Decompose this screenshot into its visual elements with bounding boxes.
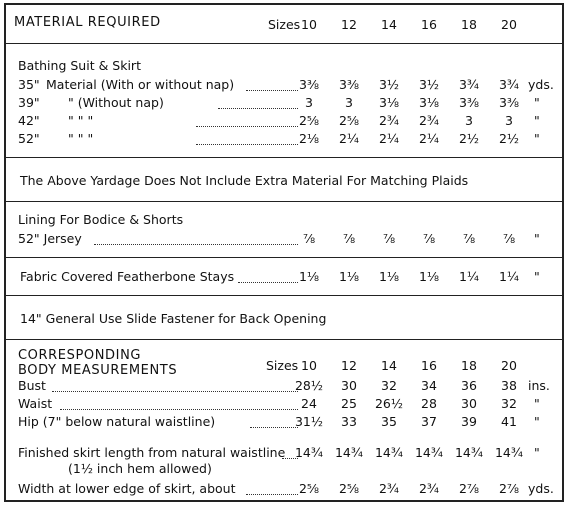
table-cell: 3⅜ [338, 77, 360, 92]
row-label: Fabric Covered Featherbone Stays [20, 269, 235, 284]
divider [6, 257, 562, 258]
table-cell: 2¾ [378, 481, 400, 496]
table-cell: 1⅛ [378, 269, 400, 284]
table-cell: 25 [341, 396, 357, 411]
table-cell: 30 [461, 396, 477, 411]
divider [6, 339, 562, 340]
table-cell: 3 [345, 95, 353, 110]
size-heading: 18 [461, 17, 477, 32]
table-cell: 3 [505, 113, 513, 128]
table-cell: 3½ [378, 77, 400, 92]
table-cell: 14¾ [454, 445, 484, 460]
unit-label: " [534, 445, 540, 460]
section-title-lining: Lining For Bodice & Shorts [18, 212, 184, 227]
table-cell: 3 [305, 95, 313, 110]
size-heading: 12 [341, 17, 357, 32]
section-title-bathing: Bathing Suit & Skirt [18, 58, 141, 73]
table-cell: 2⅞ [498, 481, 520, 496]
table-cell: 35 [381, 414, 397, 429]
row-desc: " (Without nap) [68, 95, 164, 110]
table-cell: 28½ [294, 378, 324, 393]
unit-label: " [534, 131, 540, 146]
table-cell: ⅞ [382, 231, 396, 246]
unit-label: " [534, 95, 540, 110]
divider [6, 157, 562, 158]
table-cell: 36 [461, 378, 477, 393]
leader-dots [52, 390, 298, 392]
table-cell: 26½ [374, 396, 404, 411]
table-cell: 2⅝ [338, 113, 360, 128]
unit-label: ins. [528, 378, 550, 393]
table-cell: 24 [301, 396, 317, 411]
table-cell: 14¾ [374, 445, 404, 460]
table-cell: 3¾ [498, 77, 520, 92]
table-cell: 2⅝ [298, 481, 320, 496]
section-title-body-1: CORRESPONDING [18, 348, 142, 363]
row-sublabel: (1½ inch hem allowed) [68, 461, 212, 476]
divider [6, 201, 562, 202]
leader-dots [196, 143, 298, 145]
size-heading: 20 [501, 358, 517, 373]
size-heading: 10 [301, 358, 317, 373]
leader-dots [60, 408, 298, 410]
row-label: Hip (7" below natural waistline) [18, 414, 216, 429]
section-title-body-2: BODY MEASUREMENTS [18, 363, 178, 378]
table-cell: 1¼ [458, 269, 480, 284]
table-cell: 41 [501, 414, 517, 429]
row-label: Width at lower edge of skirt, about [18, 481, 236, 496]
table-cell: 32 [381, 378, 397, 393]
unit-label: " [534, 414, 540, 429]
unit-label: " [534, 113, 540, 128]
row-width: 39" [18, 95, 40, 110]
sizes-label: Sizes [266, 358, 299, 373]
table-cell: 2¾ [418, 481, 440, 496]
table-cell: 3½ [418, 77, 440, 92]
leader-dots [218, 107, 298, 109]
row-desc: Material (With or without nap) [46, 77, 235, 92]
table-cell: ⅞ [502, 231, 516, 246]
row-label: Finished skirt length from natural waistline [18, 445, 286, 460]
table-cell: 14¾ [334, 445, 364, 460]
size-heading: 18 [461, 358, 477, 373]
row-desc: " " " [68, 131, 94, 146]
table-cell: 1¼ [498, 269, 520, 284]
table-cell: 2½ [458, 131, 480, 146]
table-cell: 30 [341, 378, 357, 393]
table-cell: ⅞ [462, 231, 476, 246]
table-cell: 2¼ [378, 131, 400, 146]
table-cell: 34 [421, 378, 437, 393]
size-heading: 16 [421, 17, 437, 32]
table-cell: 14¾ [494, 445, 524, 460]
row-label: 52" Jersey [18, 231, 82, 246]
unit-label: yds. [528, 481, 554, 496]
table-cell: 14¾ [294, 445, 324, 460]
table-cell: 2¼ [418, 131, 440, 146]
table-cell: 1⅛ [418, 269, 440, 284]
table-cell: ⅞ [302, 231, 316, 246]
size-heading: 14 [381, 17, 397, 32]
divider [6, 43, 562, 44]
table-cell: 3⅜ [498, 95, 520, 110]
size-heading: 20 [501, 17, 517, 32]
size-heading: 12 [341, 358, 357, 373]
row-width: 52" [18, 131, 40, 146]
row-desc: " " " [68, 113, 94, 128]
material-chart [4, 3, 564, 502]
table-cell: 2⅝ [298, 113, 320, 128]
size-heading: 14 [381, 358, 397, 373]
table-cell: 2⅛ [298, 131, 320, 146]
leader-dots [196, 125, 298, 127]
table-cell: 2¾ [418, 113, 440, 128]
row-width: 35" [18, 77, 40, 92]
divider [6, 295, 562, 296]
table-cell: 3⅛ [418, 95, 440, 110]
table-cell: 2¼ [338, 131, 360, 146]
table-cell: 37 [421, 414, 437, 429]
leader-dots [94, 243, 298, 245]
size-heading: 16 [421, 358, 437, 373]
table-cell: 28 [421, 396, 437, 411]
table-cell: 2½ [498, 131, 520, 146]
table-cell: 3¾ [458, 77, 480, 92]
unit-label: " [534, 396, 540, 411]
row-label: Waist [18, 396, 53, 411]
table-cell: ⅞ [342, 231, 356, 246]
yardage-note: The Above Yardage Does Not Include Extra Material For Matching Plaids [20, 173, 469, 188]
table-cell: 33 [341, 414, 357, 429]
size-heading: 10 [301, 17, 317, 32]
unit-label: yds. [528, 77, 554, 92]
table-cell: 3⅛ [378, 95, 400, 110]
sizes-label: Sizes [268, 17, 301, 32]
table-cell: 38 [501, 378, 517, 393]
table-cell: 3⅜ [298, 77, 320, 92]
table-cell: 31½ [294, 414, 324, 429]
table-cell: ⅞ [422, 231, 436, 246]
table-cell: 3⅜ [458, 95, 480, 110]
table-cell: 14¾ [414, 445, 444, 460]
table-cell: 2¾ [378, 113, 400, 128]
unit-label: " [534, 269, 540, 284]
table-cell: 2⅞ [458, 481, 480, 496]
fastener-note: 14" General Use Slide Fastener for Back Opening [20, 311, 327, 326]
row-width: 42" [18, 113, 40, 128]
chart-title: MATERIAL REQUIRED [14, 15, 161, 30]
table-cell: 1⅛ [338, 269, 360, 284]
unit-label: " [534, 231, 540, 246]
row-label: Bust [18, 378, 46, 393]
table-cell: 2⅝ [338, 481, 360, 496]
table-cell: 3 [465, 113, 473, 128]
table-cell: 39 [461, 414, 477, 429]
table-cell: 32 [501, 396, 517, 411]
table-cell: 1⅛ [298, 269, 320, 284]
